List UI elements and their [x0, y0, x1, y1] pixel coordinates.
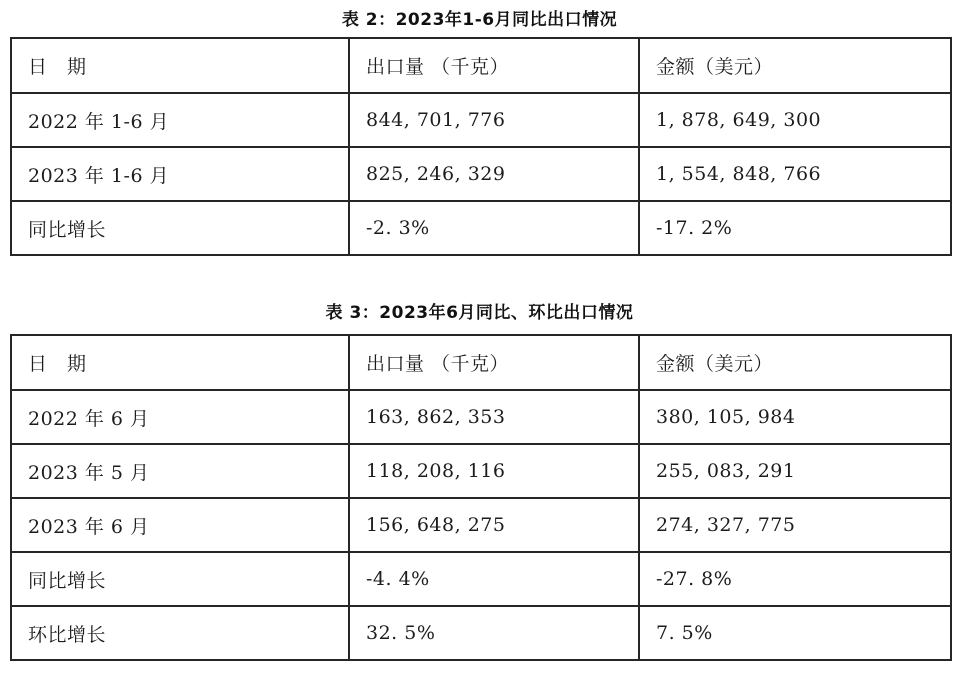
column-header-export-volume: 出口量 （千克） — [349, 335, 639, 390]
table-cell: 163, 862, 353 — [349, 390, 639, 444]
table-row — [11, 335, 951, 390]
table-row — [11, 147, 951, 201]
table-row — [11, 93, 951, 147]
row-label-cell: 2022 年 6 月 — [11, 390, 349, 444]
table-row — [11, 498, 951, 552]
table-row — [11, 444, 951, 498]
table-row — [11, 390, 951, 444]
column-header-date: 日 期 — [11, 38, 349, 93]
table-cell: 825, 246, 329 — [349, 147, 639, 201]
column-header-amount-usd: 金额（美元） — [639, 38, 951, 93]
column-header-export-volume: 出口量 （千克） — [349, 38, 639, 93]
table-cell: 380, 105, 984 — [639, 390, 951, 444]
table-cell: 156, 648, 275 — [349, 498, 639, 552]
row-label-cell: 同比增长 — [11, 552, 349, 606]
table-row — [11, 552, 951, 606]
table-cell: 844, 701, 776 — [349, 93, 639, 147]
row-label-cell: 同比增长 — [11, 201, 349, 255]
table-cell: 274, 327, 775 — [639, 498, 951, 552]
table-cell: 32. 5% — [349, 606, 639, 660]
column-header-amount-usd: 金额（美元） — [639, 335, 951, 390]
table-cell: 7. 5% — [639, 606, 951, 660]
table-row — [11, 38, 951, 93]
table-cell: -27. 8% — [639, 552, 951, 606]
table2-title: 表 2：2023年1-6月同比出口情况 — [341, 10, 618, 30]
table-cell: 1, 878, 649, 300 — [639, 93, 951, 147]
table-row — [11, 606, 951, 660]
table2-export-jan-jun — [10, 37, 952, 256]
table-cell: 255, 083, 291 — [639, 444, 951, 498]
table-cell: -2. 3% — [349, 201, 639, 255]
row-label-cell: 2023 年 5 月 — [11, 444, 349, 498]
column-header-date: 日 期 — [11, 335, 349, 390]
table3-title: 表 3：2023年6月同比、环比出口情况 — [325, 303, 634, 323]
row-label-cell: 2022 年 1-6 月 — [11, 93, 349, 147]
table-cell: 1, 554, 848, 766 — [639, 147, 951, 201]
row-label-cell: 2023 年 6 月 — [11, 498, 349, 552]
table-row — [11, 201, 951, 255]
table-cell: -17. 2% — [639, 201, 951, 255]
table3-export-june — [10, 334, 952, 661]
table-cell: -4. 4% — [349, 552, 639, 606]
row-label-cell: 2023 年 1-6 月 — [11, 147, 349, 201]
row-label-cell: 环比增长 — [11, 606, 349, 660]
table-cell: 118, 208, 116 — [349, 444, 639, 498]
